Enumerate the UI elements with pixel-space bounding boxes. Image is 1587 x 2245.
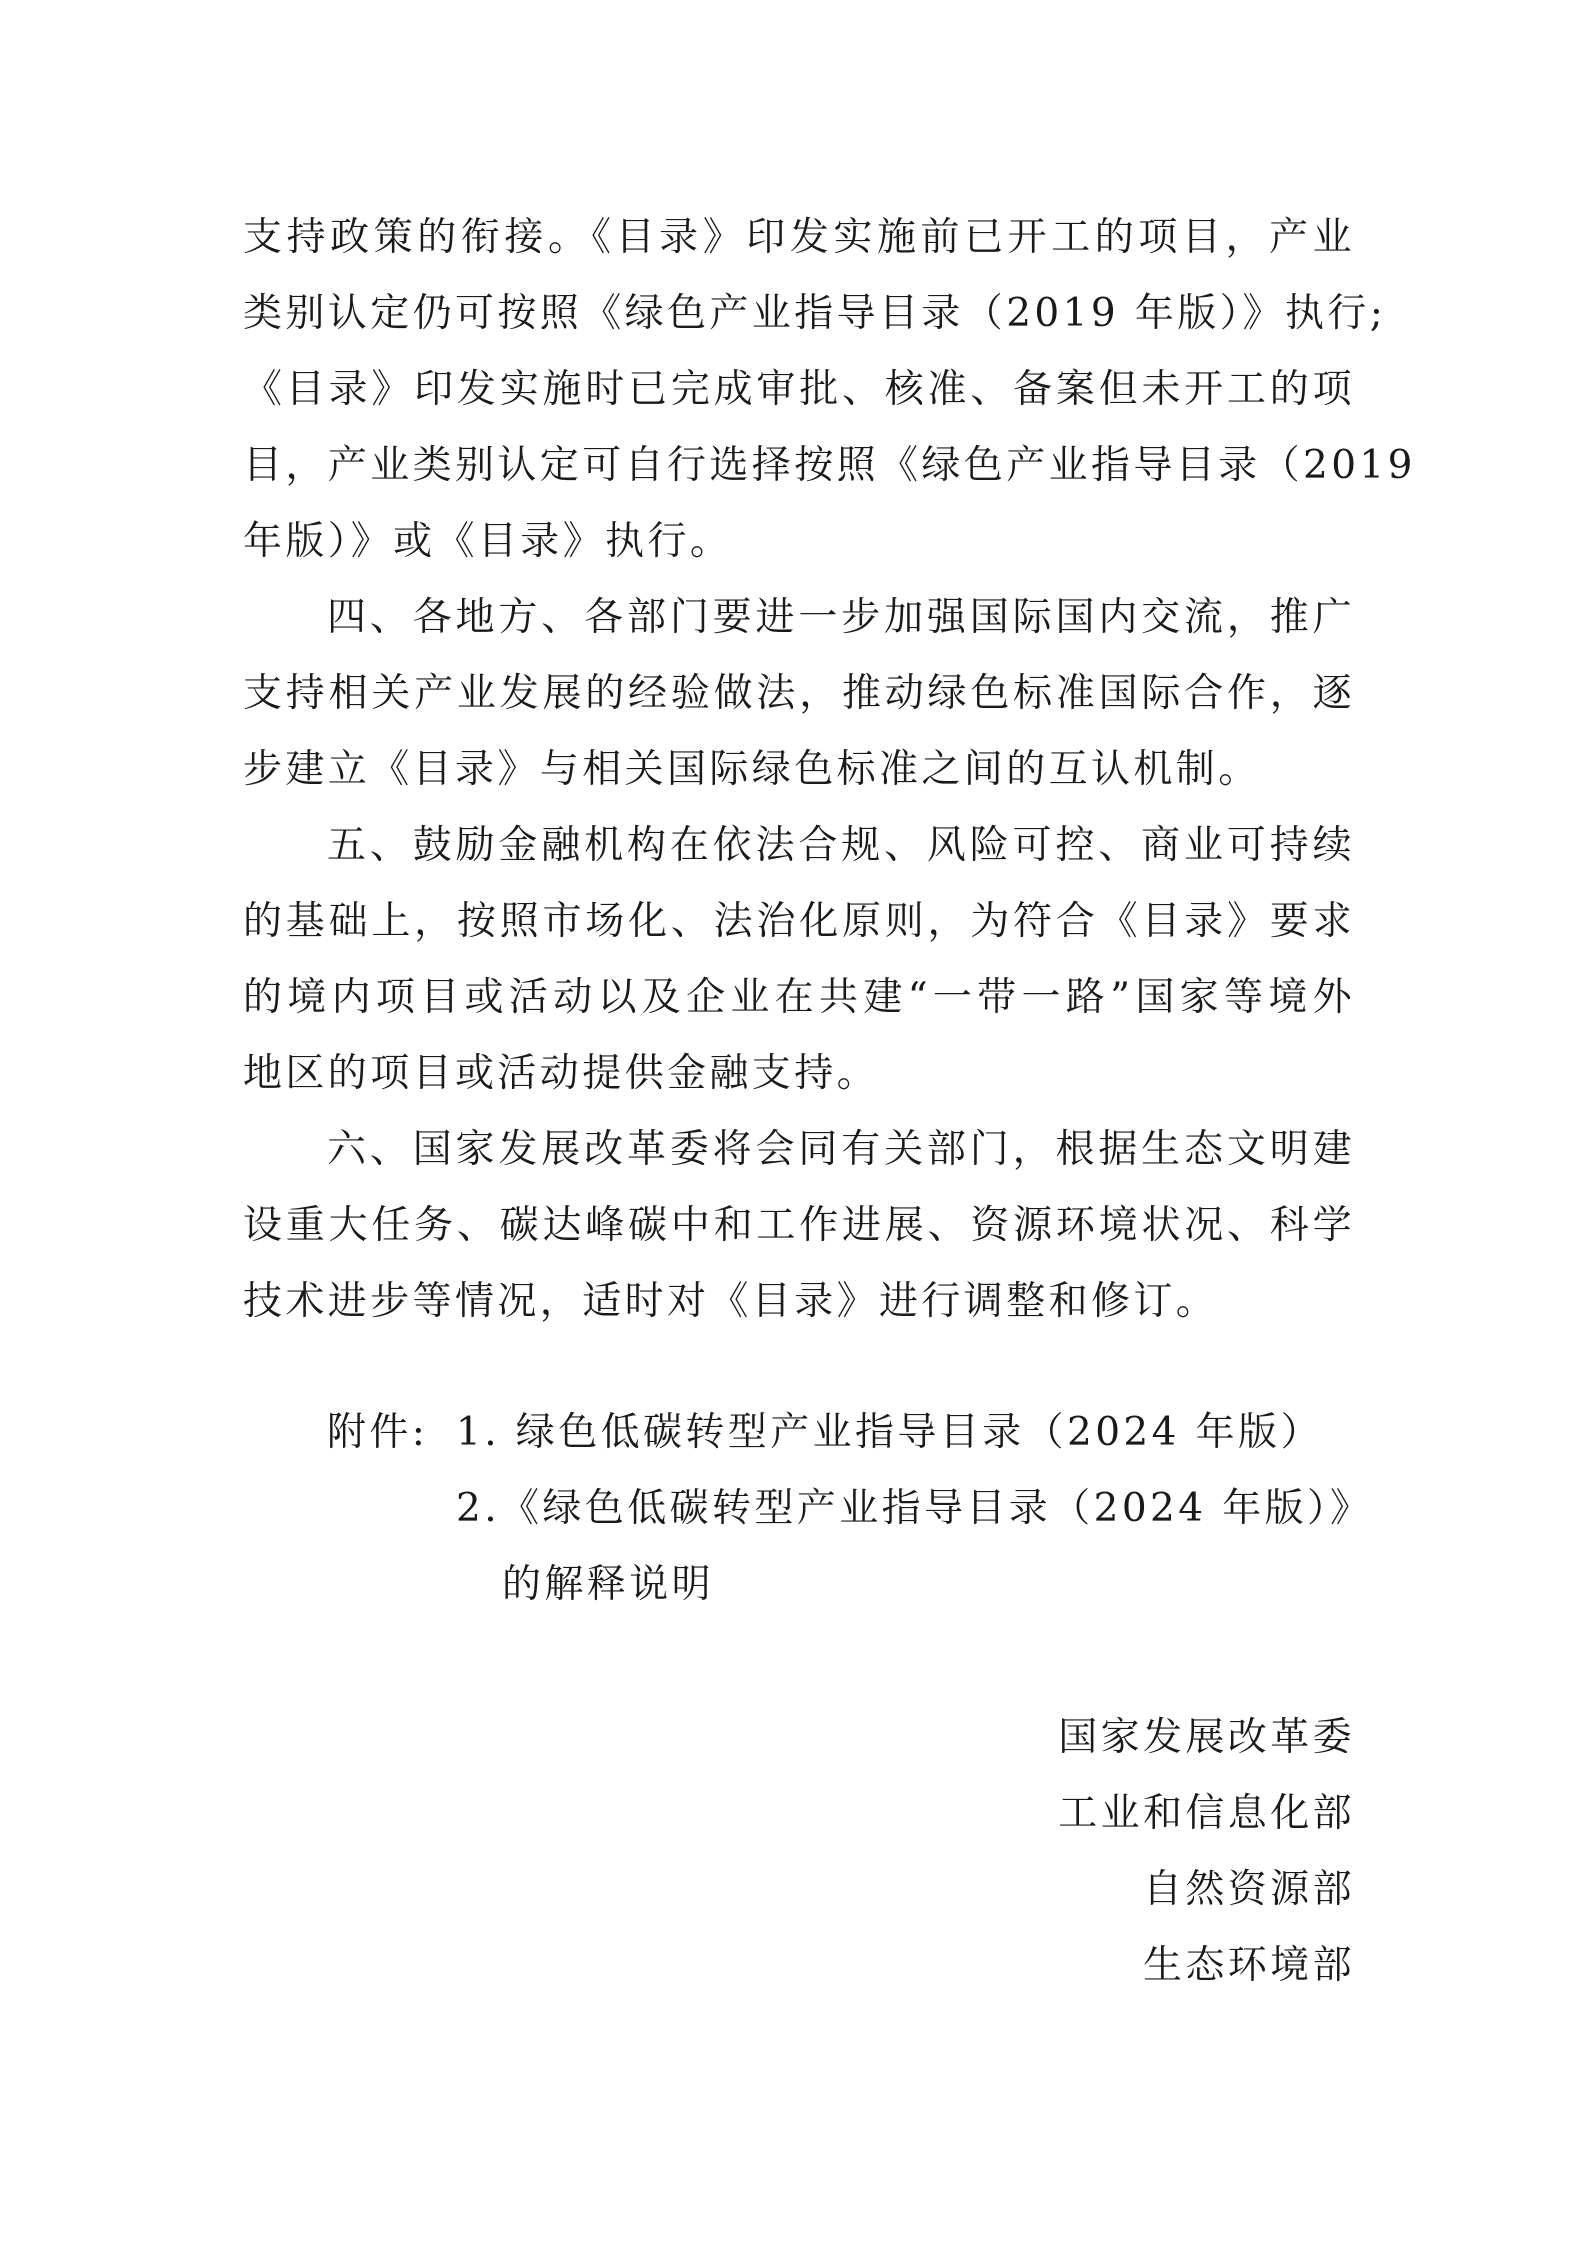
paragraph-1-line-4: 目，产业类别认定可自行选择按照《绿色产业指导目录（2019 [243, 443, 1416, 488]
paragraph-2-line-2: 支持相关产业发展的经验做法，推动绿色标准国际合作，逐 [243, 671, 1355, 716]
paragraph-2-line-1: 四、各地方、各部门要进一步加强国际国内交流，推广 [327, 595, 1355, 640]
paragraph-3-line-4: 地区的项目或活动提供金融支持。 [243, 1051, 880, 1096]
signer-miit: 工业和信息化部 [1058, 1791, 1355, 1836]
paragraph-1-line-3: 《目录》印发实施时已完成审批、核准、备案但未开工的项 [243, 367, 1355, 412]
signer-mnr: 自然资源部 [1142, 1867, 1355, 1912]
paragraph-4-line-2: 设重大任务、碳达峰碳中和工作进展、资源环境状况、科学 [243, 1203, 1355, 1248]
paragraph-1-line-1: 支持政策的衔接。《目录》印发实施前已开工的项目，产业 [243, 215, 1355, 260]
paragraph-3-line-1: 五、鼓励金融机构在依法合规、风险可控、商业可持续 [327, 823, 1355, 868]
attachments-label: 附件: [327, 1410, 429, 1455]
paragraph-4-line-1: 六、国家发展改革委将会同有关部门，根据生态文明建 [327, 1127, 1355, 1172]
signer-mee: 生态环境部 [1142, 1943, 1355, 1988]
signer-ndrc: 国家发展改革委 [1058, 1715, 1355, 1760]
paragraph-1-line-5: 年版）》或《目录》执行。 [243, 519, 733, 564]
paragraph-3-line-2: 的基础上，按照市场化、法治化原则，为符合《目录》要求 [243, 899, 1355, 944]
paragraph-4-line-3: 技术进步等情况，适时对《目录》进行调整和修订。 [243, 1279, 1219, 1324]
paragraph-3-line-3: 的境内项目或活动以及企业在共建“一带一路”国家等境外 [243, 975, 1355, 1020]
paragraph-2-line-3: 步建立《目录》与相关国际绿色标准之间的互认机制。 [243, 747, 1261, 792]
attachment-item-2: 2.《绿色低碳转型产业指导目录（2024 年版）》 [456, 1486, 1373, 1531]
attachment-item-2-continuation: 的解释说明 [502, 1562, 715, 1607]
attachment-item-1: 1. 绿色低碳转型产业指导目录（2024 年版） [456, 1410, 1323, 1455]
paragraph-1-line-2: 类别认定仍可按照《绿色产业指导目录（2019 年版）》执行; [243, 291, 1387, 336]
